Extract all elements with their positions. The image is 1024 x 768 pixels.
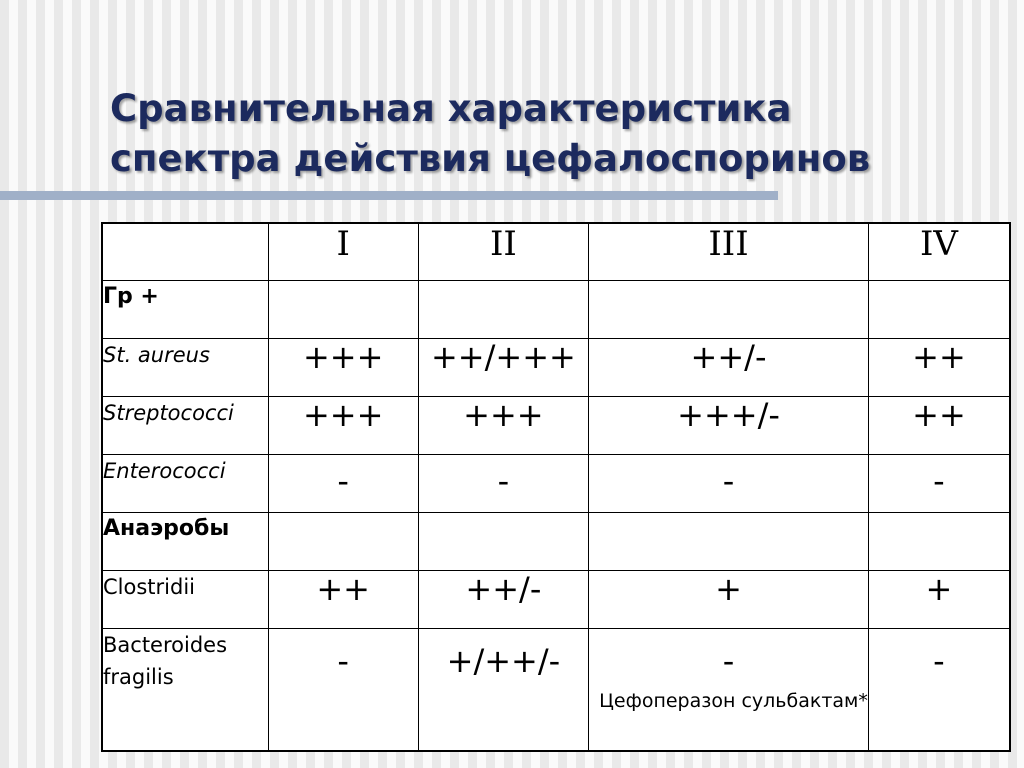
table-row: [102, 570, 1010, 628]
table-cell: +++: [268, 338, 418, 396]
table-cell: -: [589, 454, 869, 512]
table-cell: -: [268, 628, 418, 751]
table-cell: [589, 512, 869, 570]
table-cell: [418, 512, 588, 570]
row-label-anaerobes: Анаэробы: [102, 512, 268, 570]
slide-title-line-2: спектра действия цефалоспоринов: [110, 137, 871, 180]
table-cell: +++: [268, 396, 418, 454]
slide-title: [110, 84, 870, 184]
row-label-st-aureus: St. aureus: [102, 338, 268, 396]
spectrum-table: [101, 222, 1011, 752]
table-cell: ++/-: [418, 570, 588, 628]
cell-value: -: [722, 641, 735, 680]
row-label-bacteroides-fragilis: Bacteroides fragilis: [102, 628, 268, 751]
table-cell-with-note: [589, 628, 869, 751]
table-cell: ++: [868, 396, 1010, 454]
table-cell: +++: [418, 396, 588, 454]
table-row: [102, 628, 1010, 751]
slide-title-line-1: Сравнительная характеристика: [110, 87, 792, 130]
table-cell: -: [418, 454, 588, 512]
table-cell: [268, 512, 418, 570]
row-label-enterococci: Enterococci: [102, 454, 268, 512]
table-cell: [868, 280, 1010, 338]
table-cell: [589, 280, 869, 338]
table-cell: ++/-: [589, 338, 869, 396]
table-cell: [268, 280, 418, 338]
title-underline: [0, 191, 778, 200]
header-cell-empty: [102, 223, 268, 280]
table-row: [102, 396, 1010, 454]
header-cell-generation-4: IV: [868, 223, 1010, 280]
table-cell: +++/-: [589, 396, 869, 454]
header-cell-generation-1: I: [268, 223, 418, 280]
table-row: [102, 454, 1010, 512]
table-header-row: [102, 223, 1010, 280]
table-row: [102, 280, 1010, 338]
table-cell: +: [868, 570, 1010, 628]
table-cell: ++: [268, 570, 418, 628]
header-cell-generation-3: III: [589, 223, 869, 280]
table-cell: ++/+++: [418, 338, 588, 396]
table-cell: -: [868, 628, 1010, 751]
table-cell: [418, 280, 588, 338]
row-label-gram-positive: Гр +: [102, 280, 268, 338]
table-row: [102, 338, 1010, 396]
table-cell: +: [589, 570, 869, 628]
table-cell: -: [868, 454, 1010, 512]
cefoperazone-sulbactam-note: Цефоперазон сульбактам*: [599, 689, 868, 712]
row-label-streptococci: Streptococci: [102, 396, 268, 454]
header-cell-generation-2: II: [418, 223, 588, 280]
table-cell: ++: [868, 338, 1010, 396]
row-label-clostridii: Clostridii: [102, 570, 268, 628]
table-cell: -: [268, 454, 418, 512]
table-row: [102, 512, 1010, 570]
table-cell: [868, 512, 1010, 570]
table-cell: +/++/-: [418, 628, 588, 751]
